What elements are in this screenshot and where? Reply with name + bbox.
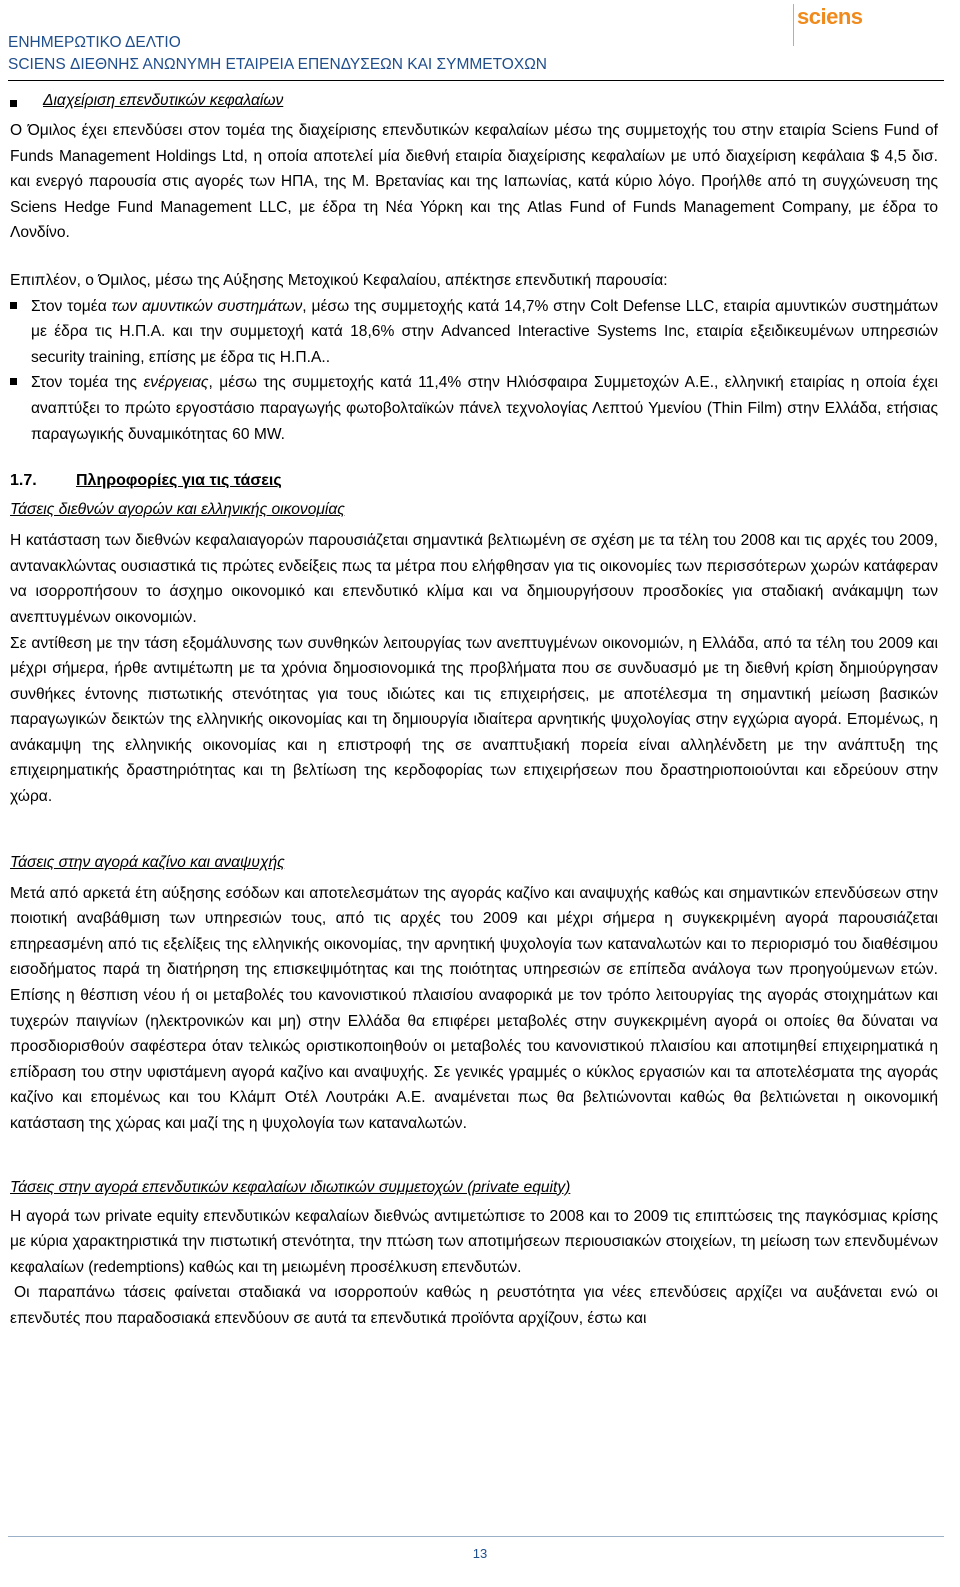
bullet-heading-text: Διαχείριση επενδυτικών κεφαλαίων xyxy=(43,92,284,109)
subsection-heading: Τάσεις στην αγορά καζίνο και αναψυχής xyxy=(10,853,285,871)
section-number: 1.7. xyxy=(10,472,37,490)
list-item-emphasis: ενέργειας xyxy=(143,374,209,392)
bullet-square-icon xyxy=(10,302,17,309)
list-item-text: Στον τομέα της xyxy=(31,374,144,392)
paragraph: Επιπλέον, ο Όμιλος, μέσω της Αύξησης Μετοχικού Κεφαλαίου, απέκτησε επενδυτική παρουσία: xyxy=(10,271,668,289)
paragraph: Σε αντίθεση με την τάση εξομάλυνσης των συνθηκών λειτουργίας των ανεπτυγμένων οικονομιών, η Ελλάδα, από τα τέλη του 2009 και μέχρι σήμερα, ήρθε αντιμέτωπη με τα χρόνια δημοσιονομικά της προβλήματα που σε συνδυασμό με τη διεθνή κρίση δημιούργησαν συνθήκες έντονης πιστωτικής στενότητας για τους ιδιώτες και τις επιχειρήσεις, με αποτέλεσμα τη σημαντική μείωση βασικών παραγωγικών δεικτών της ελληνικής οικονομίας και τη δημιουργία ιδιαίτερα αρνητικής ψυχολογίας στην εγχώρια αγορά. Επομένως, η ανάκαμψη της ελληνικής οικονομίας και η επιστροφή της σε αναπτυξιακή πορεία είναι αλληλένδετη με την ανάπτυξη της επιχειρηματικής δραστηριότητας και τη βελτίωση της κερδοφορίας των επιχειρήσεων που δραστηριοποιούνται και εδρεύουν στην χώρα. xyxy=(10,634,938,806)
section-title: Πληροφορίες για τις τάσεις xyxy=(76,472,282,490)
paragraph: Μετά από αρκετά έτη αύξησης εσόδων και αποτελεσμάτων της αγοράς καζίνο και αναψυχής καθώς και σημαντικών επενδύσεων στην ποιοτική αναβάθμιση των υπηρεσιών τους, από τις αρχές του 2009 και μέχρι σήμερα η συγκεκριμένη αγορά παρουσιάζεται επηρεασμένη από τις εξελίξεις της ελληνικής οικονομίας, την αρνητική ψυχολογία των καταναλωτών και το περιορισμό του διαθέσιμου εισοδήματος παρά τη διατήρηση της επισκεψιμότητας και της ποιότητας υπηρεσιών σε επίπεδα ανάλογα των προηγούμενων ετών. Επίσης η θέσπιση νέου ή οι μεταβολές του κανονιστικού πλαισίου αναφορικά με τον τρόπο λειτουργίας της αγοράς στοιχημάτων και τυχερών παιγνίων (ηλεκτρονικών και μη) στην Ελλάδα θα επιφέρει μεταβολές στην συγκεκριμένη αγορά οι οποίες θα δύναται να προσδιορισθούν σαφέστερα όταν τελικώς οριστικοποιηθούν οι μεταβολές του κανονιστικού πλαισίου και αποτιμηθεί επιχειρηματικά η επίδραση του στην υφιστάμενη αγορά καζίνο και αναψυχής. Σε γενικές γραμμές ο κύκλος εργασιών και τα αποτελέσματα της αγοράς καζίνο και επομένως και του Κλάμπ Οτέλ Λουτράκι Α.Ε. αναμένεται πως θα βελτιώνονται καθώς θα βελτιώνεται η οικονομική κατάσταση της χώρας και μαζί της η ψυχολογία των καταναλωτών. xyxy=(10,884,938,1132)
document-header xyxy=(8,32,768,76)
bullet-heading-asset-management xyxy=(10,92,938,110)
list-item-text: , μέσω της συμμετοχής κατά 11,4% στην Ηλιόσφαιρα Συμμετοχών Α.Ε., ελληνική εταιρίας η οποία έχει αναπτύξει το πρώτο εργοστάσιο παραγωγής φωτοβολταϊκών πάνελ τεχνολογίας Λεπτού Υμενίου (Thin Film) στην Ελλάδα, ετήσιας παραγωγικής δυναμικότητας 60 MW. xyxy=(31,374,938,443)
header-title: ΕΝΗΜΕΡΩΤΙΚΟ ΔΕΛΤΙΟ xyxy=(8,34,181,51)
subsection-heading: Τάσεις διεθνών αγορών και ελληνικής οικονομίας xyxy=(10,501,345,519)
page-number: 13 xyxy=(472,1546,488,1561)
sciens-logo: sciens xyxy=(793,4,877,46)
header-company: SCIENS ΔΙΕΘΝΗΣ ΑΝΩΝΥΜΗ ΕΤΑΙΡΕΙΑ ΕΠΕΝΔΥΣΕΩΝ ΚΑΙ ΣΥΜΜΕΤΟΧΩΝ xyxy=(8,56,547,73)
bullet-square-icon xyxy=(10,378,17,385)
subsection-heading: Τάσεις στην αγορά επενδυτικών κεφαλαίων ιδιωτικών συμμετοχών (private equity) xyxy=(10,1178,571,1196)
paragraph: Οι παραπάνω τάσεις φαίνεται σταδιακά να ισορροπούν καθώς η ρευστότητα για νέες επενδύσεις αρχίζει να αυξάνεται ενώ οι επενδυτές που παραδοσιακά επενδύουν σε αυτά τα επενδυτικά προϊόντα αρχίζουν, έστω και xyxy=(10,1284,938,1327)
list-item-text: Στον τομέα xyxy=(31,297,112,315)
paragraph: Η κατάσταση των διεθνών κεφαλαιαγορών παρουσιάζεται σημαντικά βελτιωμένη σε σχέση με τα τέλη του 2008 και τις αρχές του 2009, αντανακλώντας ουσιαστικά τις πρώτες ενδείξεις πως τα μέτρα που ελήφθησαν για τις οικονομίες των περισσότερων χωρών κατάφεραν να ισορροπήσουν το άσχημο οικονομικό και επενδυτικό κλίμα και να δημιουργήσουν προσδοκίες για σταδιακή ανάκαμψη των ανεπτυγμένων οικονομιών. xyxy=(10,532,938,626)
list-item-emphasis: των αμυντικών συστημάτων xyxy=(111,297,303,315)
footer-rule xyxy=(8,1536,944,1537)
bullet-list xyxy=(10,294,938,448)
paragraph: Η αγορά των private equity επενδυτικών κεφαλαίων διεθνώς αντιμετώπισε το 2008 και το 2009 τις επιπτώσεις της παγκόσμιας κρίσης με κύρια χαρακτηριστικά την πιστωτική στενότητα, την πτώση των αποτιμήσεων περιουσιακών στοιχείων, τη μείωση των επενδυμένων κεφαλαίων (redemptions) καθώς και τη μειωμένη προσέλκυση επενδυτών. xyxy=(10,1207,938,1276)
list-item xyxy=(10,294,938,371)
header-rule xyxy=(8,80,944,81)
paragraph: Ο Όμιλος έχει επενδύσει στον τομέα της διαχείρισης επενδυτικών κεφαλαίων μέσω της συμμετοχής του στην εταιρία Sciens Fund of Funds Management Holdings Ltd, η οποία αποτελεί μία διεθνή εταιρία διαχείρισης κεφαλαίων με υπό διαχείριση κεφάλαια $ 4,5 δισ. και ενεργό παρουσία στις αγορές των ΗΠΑ, της Μ. Βρετανίας και της Ιαπωνίας, κατά κύριο λόγο. Προήλθε από τη συγχώνευση της Sciens Hedge Fund Management LLC, με έδρα τη Νέα Υόρκη και της Atlas Fund of Funds Management Company, με έδρα το Λονδίνο. xyxy=(10,122,938,242)
list-item xyxy=(10,370,938,447)
list-item-text: , μέσω της συμμετοχής κατά 14,7% στην Colt Defense LLC, εταιρία αμυντικών συστημάτων με έδρα τις Η.Π.Α. και την συμμετοχή κατά 18,6% στην Advanced Interactive Systems Inc, εταιρία εξειδικευμένων υπηρεσιών security training, επίσης με έδρα τις Η.Π.Α.. xyxy=(31,297,938,366)
section-heading xyxy=(10,469,938,493)
bullet-square-icon xyxy=(10,100,17,107)
document-body xyxy=(10,92,938,1332)
